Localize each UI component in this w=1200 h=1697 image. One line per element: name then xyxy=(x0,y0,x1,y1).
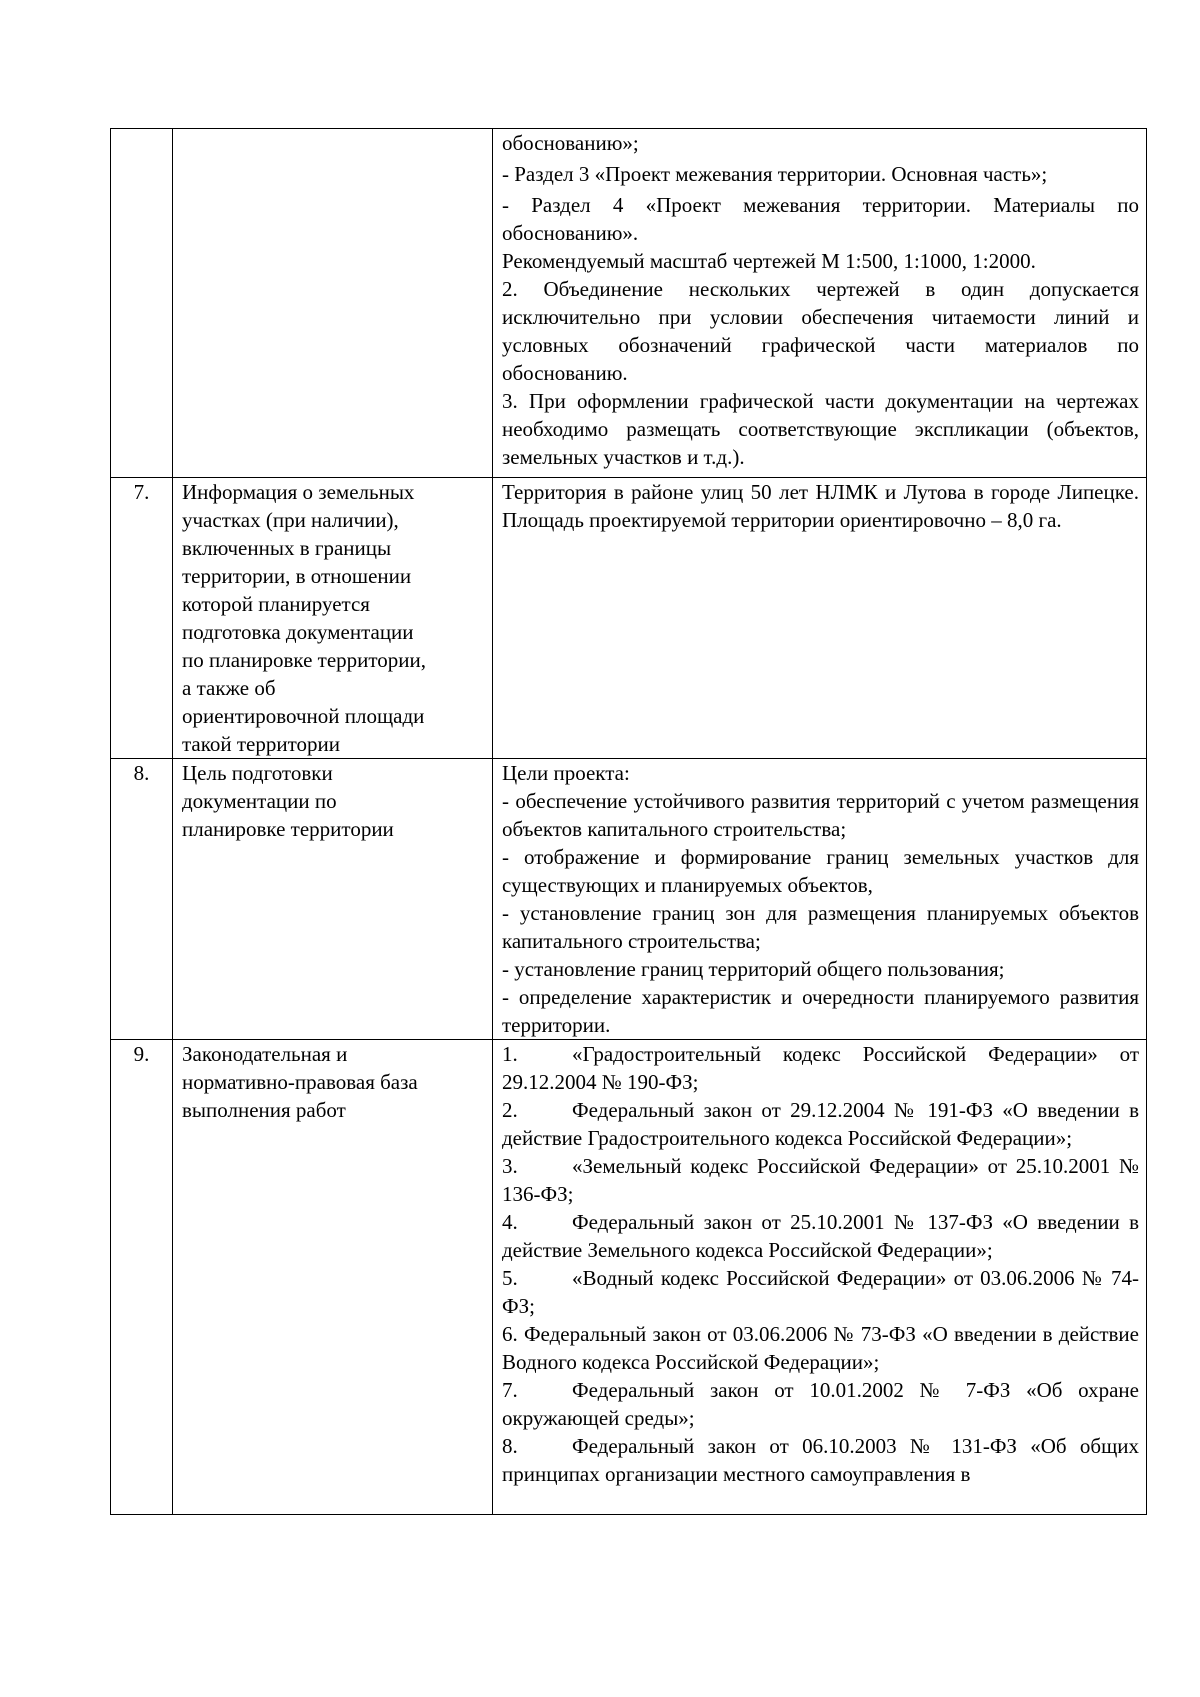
row-name-cell xyxy=(173,1040,493,1515)
row-number: 8. xyxy=(133,761,150,785)
table-row-7 xyxy=(111,478,1147,759)
row-name-line: нормативно-правовая база xyxy=(182,1070,418,1094)
law-list-item xyxy=(502,1152,1139,1208)
law-list-number: 1. xyxy=(502,1042,518,1066)
content-paragraph: - установление границ зон для размещения планируемых объектов капитального строительства; xyxy=(502,901,1139,953)
law-list-item xyxy=(502,1096,1139,1152)
law-list-text: Федеральный закон от 29.12.2004 № 191-ФЗ «О введении в действие Градостроительного кодекса Российской Федерации»; xyxy=(502,1098,1139,1150)
row-name-line: планировке территории xyxy=(182,817,394,841)
content-paragraph: - Раздел 3 «Проект межевания территории. Основная часть»; xyxy=(502,162,1048,186)
law-list-item xyxy=(502,1432,1139,1488)
content-paragraph: - обеспечение устойчивого развития территорий с учетом размещения объектов капитального строительства; xyxy=(502,789,1139,841)
law-list-number: 8. xyxy=(502,1434,518,1458)
law-list-item xyxy=(502,1264,1139,1320)
law-list-number: 5. xyxy=(502,1266,518,1290)
row-name-line: Информация о земельных xyxy=(182,480,415,504)
content-paragraph: Территория в районе улиц 50 лет НЛМК и Лутова в городе Липецке. Площадь проектируемой территории ориентировочно – 8,0 га. xyxy=(502,480,1139,532)
law-list-text: Федеральный закон от 06.10.2003 № 131-ФЗ «Об общих принципах организации местного самоуправления в xyxy=(502,1434,1139,1486)
row-number: 9. xyxy=(133,1042,150,1066)
table-row-continuation xyxy=(111,129,1147,478)
content-paragraph: 2. Объединение нескольких чертежей в один допускается исключительно при условии обеспечения читаемости линий и условных обозначений графической части материалов по обоснованию. xyxy=(502,277,1139,385)
law-list-text: «Градостроительный кодекс Российской Федерации» от 29.12.2004 № 190-ФЗ; xyxy=(502,1042,1139,1094)
law-list-number: 3. xyxy=(502,1154,518,1178)
law-list-item xyxy=(502,1040,1139,1096)
row-name-line: Цель подготовки xyxy=(182,761,333,785)
row-number: 7. xyxy=(133,480,150,504)
row-name-line: участках (при наличии), xyxy=(182,508,399,532)
row-content-cell xyxy=(493,478,1147,759)
row-name-line: территории, в отношении xyxy=(182,564,412,588)
row-name-line: которой планируется xyxy=(182,592,370,616)
law-list-text: Федеральный закон от 03.06.2006 № 73-ФЗ «О введении в действие Водного кодекса Российской Федерации»; xyxy=(502,1322,1139,1374)
law-list-item xyxy=(502,1320,1139,1376)
row-content-cell xyxy=(493,129,1147,478)
row-content-cell xyxy=(493,759,1147,1040)
table-row-8 xyxy=(111,759,1147,1040)
law-list-text: Федеральный закон от 25.10.2001 № 137-ФЗ «О введении в действие Земельного кодекса Российской Федерации»; xyxy=(502,1210,1139,1262)
content-paragraph: Рекомендуемый масштаб чертежей М 1:500, 1:1000, 1:2000. xyxy=(502,249,1036,273)
row-name-line: по планировке территории, xyxy=(182,648,427,672)
row-name-line: такой территории xyxy=(182,732,340,756)
row-name-cell xyxy=(173,759,493,1040)
row-name-line: включенных в границы xyxy=(182,536,392,560)
row-name-line: а также об xyxy=(182,676,276,700)
table-row-9 xyxy=(111,1040,1147,1515)
law-list-number: 7. xyxy=(502,1378,518,1402)
row-number-cell xyxy=(111,478,173,759)
law-list-item xyxy=(502,1208,1139,1264)
law-list-text: «Водный кодекс Российской Федерации» от 03.06.2006 № 74-ФЗ; xyxy=(502,1266,1139,1318)
row-name-cell xyxy=(173,129,493,478)
content-paragraph: обоснованию»; xyxy=(502,131,639,155)
law-list-text: «Земельный кодекс Российской Федерации» от 25.10.2001 № 136-ФЗ; xyxy=(502,1154,1139,1206)
row-content-cell xyxy=(493,1040,1147,1515)
row-name-line: Законодательная и xyxy=(182,1042,348,1066)
row-name-cell xyxy=(173,478,493,759)
content-paragraph: 3. При оформлении графической части документации на чертежах необходимо размещать соответствующие экспликации (объектов, земельных участков и т.д.). xyxy=(502,389,1139,469)
content-paragraph: Цели проекта: xyxy=(502,761,630,785)
law-list-text: Федеральный закон от 10.01.2002 № 7-ФЗ «Об охране окружающей среды»; xyxy=(502,1378,1139,1430)
content-paragraph: - Раздел 4 «Проект межевания территории. Материалы по обоснованию». xyxy=(502,193,1139,245)
law-list-number: 4. xyxy=(502,1210,518,1234)
row-name-line: подготовка документации xyxy=(182,620,414,644)
content-paragraph: - отображение и формирование границ земельных участков для существующих и планируемых объектов, xyxy=(502,845,1139,897)
row-number-cell xyxy=(111,1040,173,1515)
law-list-item xyxy=(502,1376,1139,1432)
row-number-cell xyxy=(111,129,173,478)
content-paragraph: - установление границ территорий общего пользования; xyxy=(502,957,1005,981)
row-name-line: выполнения работ xyxy=(182,1098,346,1122)
law-list-number: 6. xyxy=(502,1322,518,1346)
row-name-line: ориентировочной площади xyxy=(182,704,425,728)
row-name-line: документации по xyxy=(182,789,337,813)
law-list-number: 2. xyxy=(502,1098,518,1122)
row-number-cell xyxy=(111,759,173,1040)
content-paragraph: - определение характеристик и очередности планируемого развития территории. xyxy=(502,985,1139,1037)
requirements-table xyxy=(110,128,1147,1515)
